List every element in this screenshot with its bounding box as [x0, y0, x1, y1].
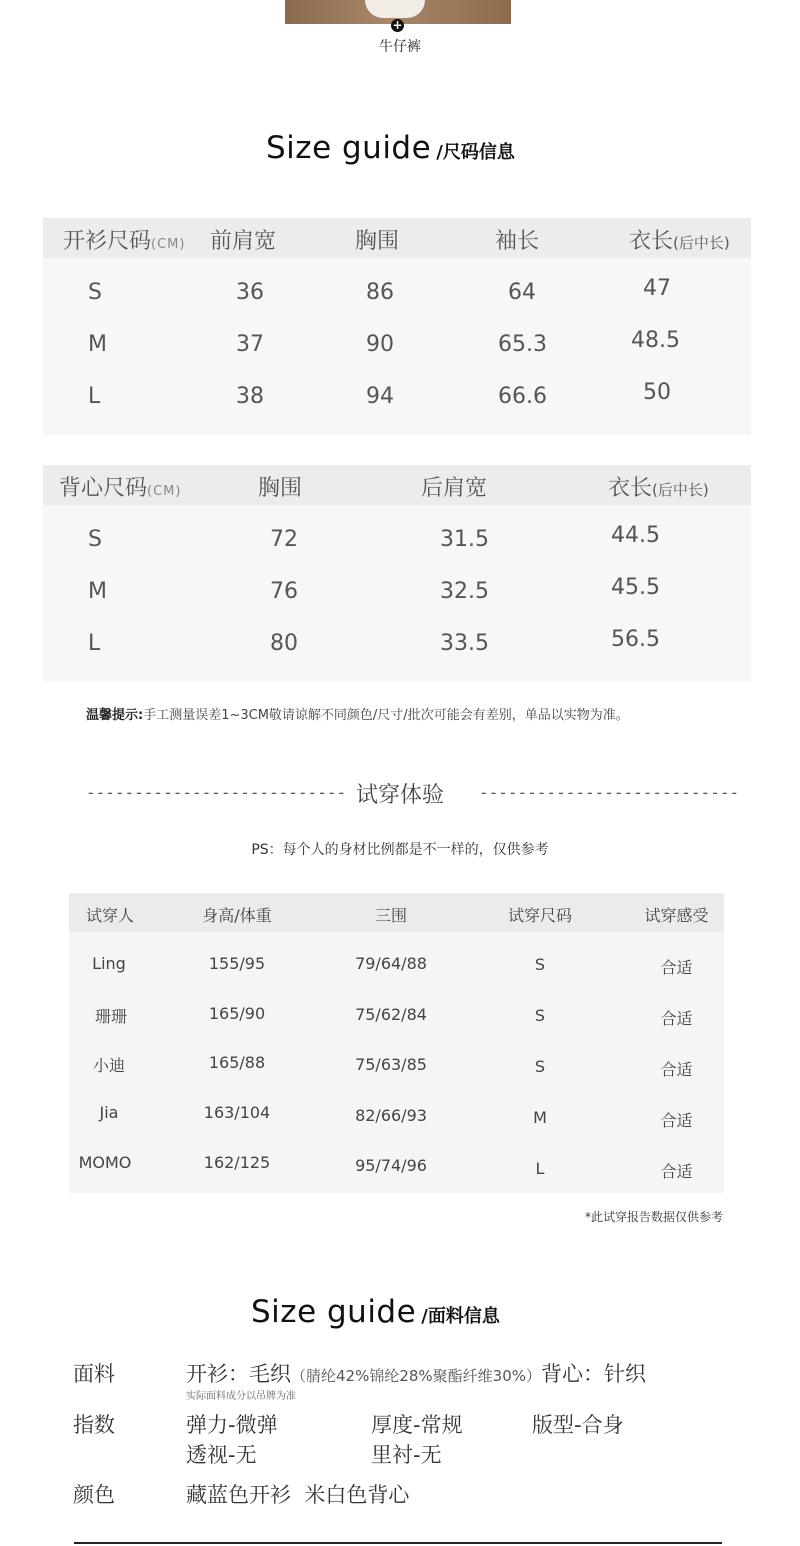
vest-length-l: 56.5	[611, 627, 660, 652]
length-note: (后中长)	[652, 481, 709, 499]
tryon-name: Ling	[92, 954, 126, 973]
tryon-name: 小迪	[92, 1056, 125, 1075]
vest-length-s: 44.5	[611, 523, 660, 548]
tryon-measurements: 75/63/85	[355, 1055, 427, 1074]
index-transparency: 透视-无	[186, 1443, 257, 1467]
length-note: (后中长)	[673, 234, 730, 252]
vest-back-shoulder-s: 31.5	[440, 527, 489, 552]
vest-size-l: L	[88, 631, 101, 656]
tip-label: 温馨提示:	[86, 708, 144, 723]
cardigan-size-header-label: 开衫尺码	[63, 229, 152, 254]
cardigan-sleeve-s: 64	[508, 280, 536, 305]
size-guide-subtitle: /尺码信息	[436, 142, 515, 163]
tryon-measurements: 79/64/88	[355, 954, 427, 973]
vest-back-shoulder-l: 33.5	[440, 631, 489, 656]
tryon-size: L	[535, 1159, 545, 1178]
vest-chest-s: 72	[270, 527, 298, 552]
index-fit: 版型-合身	[532, 1413, 624, 1437]
tip-text: 手工测量误差1~3CM敬请谅解不同颜色/尺寸/批次可能会有差别，单品以实物为准。	[143, 708, 629, 723]
cardigan-length-l: 50	[643, 380, 671, 405]
col-tryon-size: 试穿尺码	[507, 906, 572, 925]
index-elasticity: 弹力-微弹	[186, 1413, 278, 1437]
tryon-name: 珊珊	[94, 1007, 127, 1026]
tryon-footnote: *此试穿报告数据仅供参考	[584, 1210, 723, 1224]
tryon-height-weight: 155/95	[208, 954, 266, 973]
bottom-divider	[74, 1542, 722, 1544]
cardigan-chest-s: 86	[366, 280, 394, 305]
cardigan-size-m: M	[88, 332, 107, 357]
tryon-height-weight: 165/90	[208, 1004, 266, 1023]
size-guide-heading	[266, 130, 515, 166]
tryon-size: S	[534, 955, 546, 974]
cardigan-sleeve-m: 65.3	[498, 332, 547, 357]
col-sleeve: 袖长	[495, 229, 540, 254]
material-vest: 背心：针织	[541, 1362, 647, 1386]
fabric-guide-title: Size guide	[251, 1294, 417, 1330]
cardigan-size-header	[63, 224, 185, 255]
cardigan-length-s: 47	[643, 276, 671, 301]
index-lining: 里衬-无	[371, 1443, 442, 1467]
material-note: 实际面料成分以吊牌为准	[186, 1391, 296, 1402]
col-length-label: 衣长	[608, 476, 653, 501]
color-value: 藏蓝色开衫 米白色背心	[186, 1483, 410, 1507]
unit-label: (CM)	[151, 237, 186, 252]
material-cardigan: 开衫：毛织	[186, 1362, 291, 1386]
divider-right: ---------------------------	[479, 783, 740, 802]
tryon-feel: 合适	[660, 1111, 693, 1130]
tryon-feel: 合适	[660, 1060, 693, 1079]
cardigan-shoulder-l: 38	[236, 384, 264, 409]
tryon-height-weight: 162/125	[203, 1153, 271, 1172]
cardigan-chest-l: 94	[366, 384, 394, 409]
tryon-height-weight: 163/104	[203, 1103, 271, 1122]
cardigan-size-s: S	[88, 280, 102, 305]
vest-chest-m: 76	[270, 579, 298, 604]
tryon-name: Jia	[99, 1103, 119, 1122]
tryon-feel: 合适	[660, 1009, 693, 1028]
vest-back-shoulder-m: 32.5	[440, 579, 489, 604]
size-guide-title: Size guide	[266, 130, 432, 166]
tryon-table	[69, 893, 724, 1193]
vest-chest-l: 80	[270, 631, 298, 656]
cardigan-sleeve-l: 66.6	[498, 384, 547, 409]
col-measurements: 三围	[374, 906, 407, 925]
unit-label: (CM)	[147, 484, 182, 499]
tryon-name: MOMO	[78, 1153, 132, 1172]
col-length	[608, 471, 709, 502]
vest-size-header	[59, 471, 181, 502]
cardigan-chest-m: 90	[366, 332, 394, 357]
col-height-weight: 身高/体重	[202, 906, 272, 925]
col-front-shoulder: 前肩宽	[210, 229, 277, 254]
col-length-label: 衣长	[629, 229, 674, 254]
col-chest: 胸围	[355, 229, 400, 254]
tryon-title: 试穿体验	[355, 783, 444, 808]
vest-size-s: S	[88, 527, 102, 552]
tryon-measurements: 82/66/93	[355, 1106, 427, 1125]
cardigan-shoulder-m: 37	[236, 332, 264, 357]
vest-length-m: 45.5	[611, 575, 660, 600]
cardigan-size-l: L	[88, 384, 101, 409]
color-label: 颜色	[73, 1483, 115, 1507]
col-back-shoulder: 后肩宽	[421, 476, 488, 501]
material-label: 面料	[73, 1362, 115, 1386]
garment-image	[365, 0, 425, 18]
vest-size-header-label: 背心尺码	[59, 476, 148, 501]
vest-size-m: M	[88, 579, 107, 604]
fabric-guide-subtitle: /面料信息	[421, 1306, 500, 1327]
tryon-measurements: 75/62/84	[355, 1005, 427, 1024]
cardigan-shoulder-s: 36	[236, 280, 264, 305]
cardigan-size-table	[43, 218, 751, 435]
col-tester: 试穿人	[85, 906, 134, 925]
tryon-size: S	[534, 1006, 546, 1025]
tryon-height-weight: 165/88	[208, 1053, 266, 1072]
index-thickness: 厚度-常规	[371, 1413, 463, 1437]
divider-left: ---------------------------	[86, 783, 347, 802]
col-chest: 胸围	[258, 476, 303, 501]
material-detail: （腈纶42%锦纶28%聚酯纤维30%）	[291, 1367, 542, 1385]
col-length	[629, 224, 730, 255]
cardigan-length-m: 48.5	[631, 328, 680, 353]
index-label: 指数	[73, 1413, 115, 1437]
col-tryon-feel: 试穿感受	[644, 906, 709, 925]
warm-tip	[86, 704, 629, 723]
tryon-feel: 合适	[660, 958, 693, 977]
material-value	[186, 1358, 646, 1388]
tryon-measurements: 95/74/96	[355, 1156, 427, 1175]
product-label: 牛仔裤	[379, 39, 421, 55]
fabric-guide-heading	[251, 1294, 500, 1330]
tryon-size: M	[533, 1108, 547, 1127]
tryon-size: S	[534, 1057, 546, 1076]
plus-icon[interactable]: +	[392, 18, 403, 32]
tryon-ps-note: PS：每个人的身材比例都是不一样的，仅供参考	[251, 842, 549, 858]
tryon-feel: 合适	[660, 1162, 693, 1181]
vest-size-table	[43, 465, 751, 682]
